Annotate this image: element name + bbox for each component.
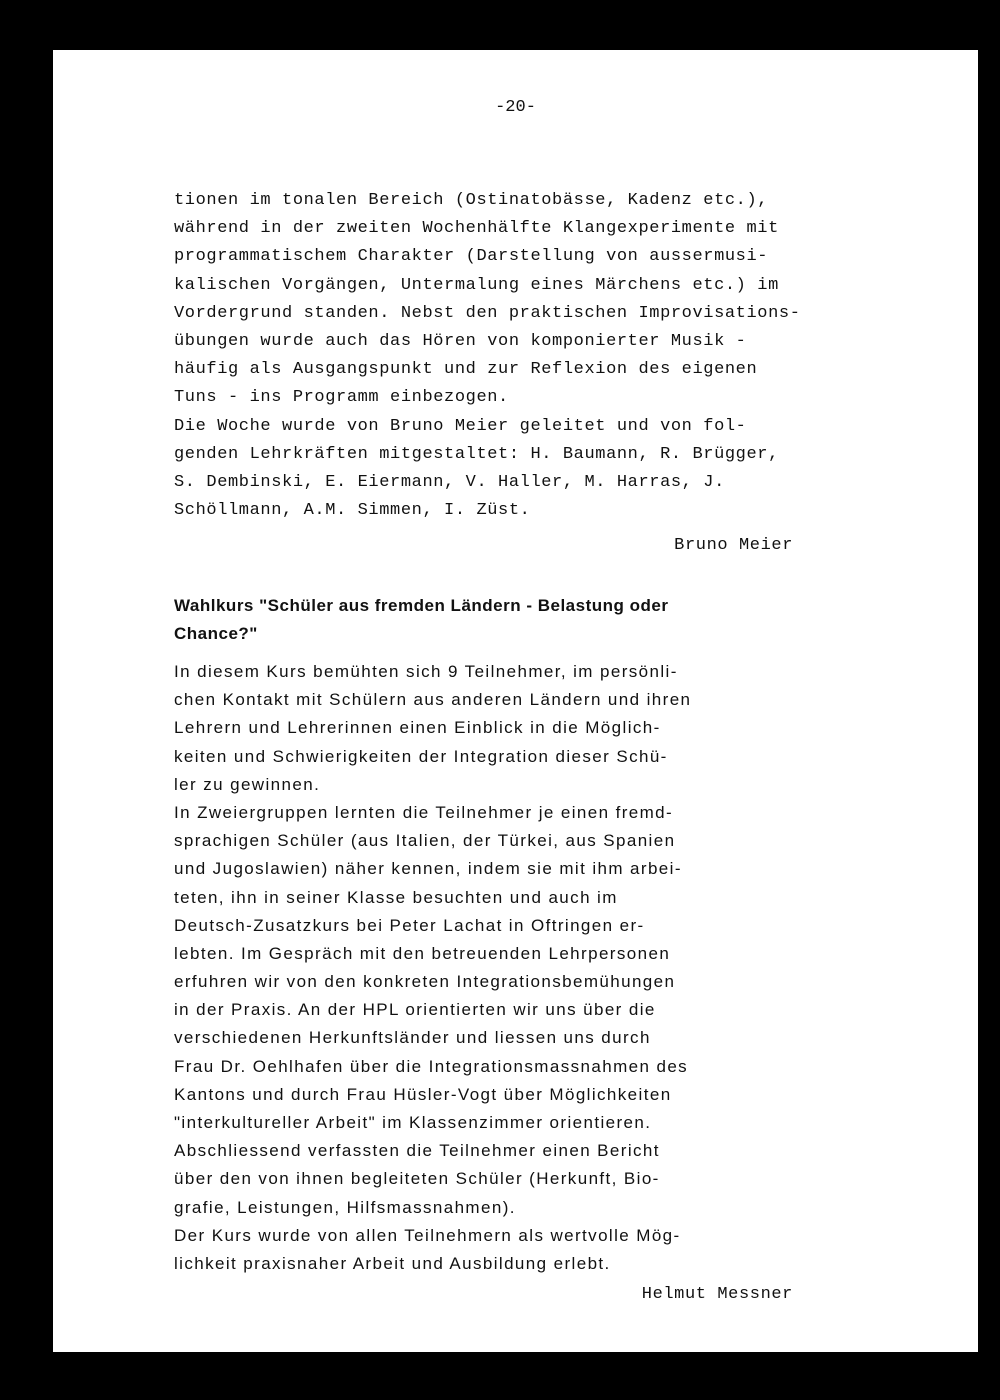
- text-line: und Jugoslawien) näher kennen, indem sie mit ihm arbei-: [174, 859, 682, 879]
- heading-line: Chance?": [174, 624, 258, 644]
- text-line: grafie, Leistungen, Hilfsmassnahmen).: [174, 1197, 516, 1217]
- text-line: kalischen Vorgängen, Untermalung eines Märchens etc.) im: [174, 275, 779, 295]
- text-line: S. Dembinski, E. Eiermann, V. Haller, M. Harras, J.: [174, 472, 725, 492]
- text-line: erfuhren wir von den konkreten Integrationsbemühungen: [174, 972, 676, 992]
- text-line: in der Praxis. An der HPL orientierten wir uns über die: [174, 1000, 656, 1020]
- text-line: übungen wurde auch das Hören von komponierter Musik -: [174, 331, 747, 351]
- text-line: In diesem Kurs bemühten sich 9 Teilnehmer, im persönli-: [174, 662, 678, 681]
- text-line: chen Kontakt mit Schülern aus anderen Ländern und ihren: [174, 690, 692, 710]
- text-line: Abschliessend verfassten die Teilnehmer einen Bericht: [174, 1141, 660, 1161]
- section2-paragraph: [174, 658, 834, 1278]
- text-line: tionen im tonalen Bereich (Ostinatobässe, Kadenz etc.),: [174, 191, 769, 210]
- text-line: verschiedenen Herkunftsländer und liessen uns durch: [174, 1028, 651, 1048]
- text-line: lichkeit praxisnaher Arbeit und Ausbildung erlebt.: [174, 1253, 611, 1273]
- text-line: Lehrern und Lehrerinnen einen Einblick in die Möglich-: [174, 718, 661, 738]
- page-number: -20-: [495, 98, 536, 117]
- text-line: genden Lehrkräften mitgestaltet: H. Baumann, R. Brügger,: [174, 444, 779, 464]
- text-line: ler zu gewinnen.: [174, 774, 321, 794]
- section2-heading: [174, 592, 854, 648]
- text-line: In Zweiergruppen lernten die Teilnehmer je einen fremd-: [174, 802, 674, 822]
- document-page: [53, 50, 978, 1352]
- heading-line: Wahlkurs "Schüler aus fremden Ländern - Belastung oder: [174, 596, 669, 615]
- signature-helmut-messner: Helmut Messner: [641, 1285, 793, 1304]
- section1-paragraph: [174, 187, 834, 525]
- text-line: lebten. Im Gespräch mit den betreuenden Lehrpersonen: [174, 943, 671, 963]
- signature-bruno-meier: Bruno Meier: [674, 536, 793, 555]
- text-line: Der Kurs wurde von allen Teilnehmern als wertvolle Mög-: [174, 1225, 681, 1245]
- text-line: häufig als Ausgangspunkt und zur Reflexion des eigenen: [174, 360, 758, 380]
- text-line: Schöllmann, A.M. Simmen, I. Züst.: [174, 501, 531, 521]
- text-line: Vordergrund standen. Nebst den praktischen Improvisations-: [174, 303, 801, 323]
- text-line: während in der zweiten Wochenhälfte Klangexperimente mit: [174, 219, 779, 239]
- text-line: "interkultureller Arbeit" im Klassenzimmer orientieren.: [174, 1113, 652, 1132]
- text-line: keiten und Schwierigkeiten der Integration dieser Schü-: [174, 746, 668, 766]
- text-line: Kantons und durch Frau Hüsler-Vogt über Möglichkeiten: [174, 1084, 672, 1104]
- text-line: Deutsch-Zusatzkurs bei Peter Lachat in Oftringen er-: [174, 915, 645, 935]
- text-line: Frau Dr. Oehlhafen über die Integrationsmassnahmen des: [174, 1056, 689, 1076]
- text-line: Tuns - ins Programm einbezogen.: [174, 388, 509, 408]
- text-line: über den von ihnen begleiteten Schüler (Herkunft, Bio-: [174, 1169, 660, 1189]
- text-line: teten, ihn in seiner Klasse besuchten und auch im: [174, 887, 618, 907]
- text-line: sprachigen Schüler (aus Italien, der Türkei, aus Spanien: [174, 831, 676, 851]
- text-line: Die Woche wurde von Bruno Meier geleitet und von fol-: [174, 416, 747, 436]
- text-line: programmatischem Charakter (Darstellung von aussermusi-: [174, 247, 769, 267]
